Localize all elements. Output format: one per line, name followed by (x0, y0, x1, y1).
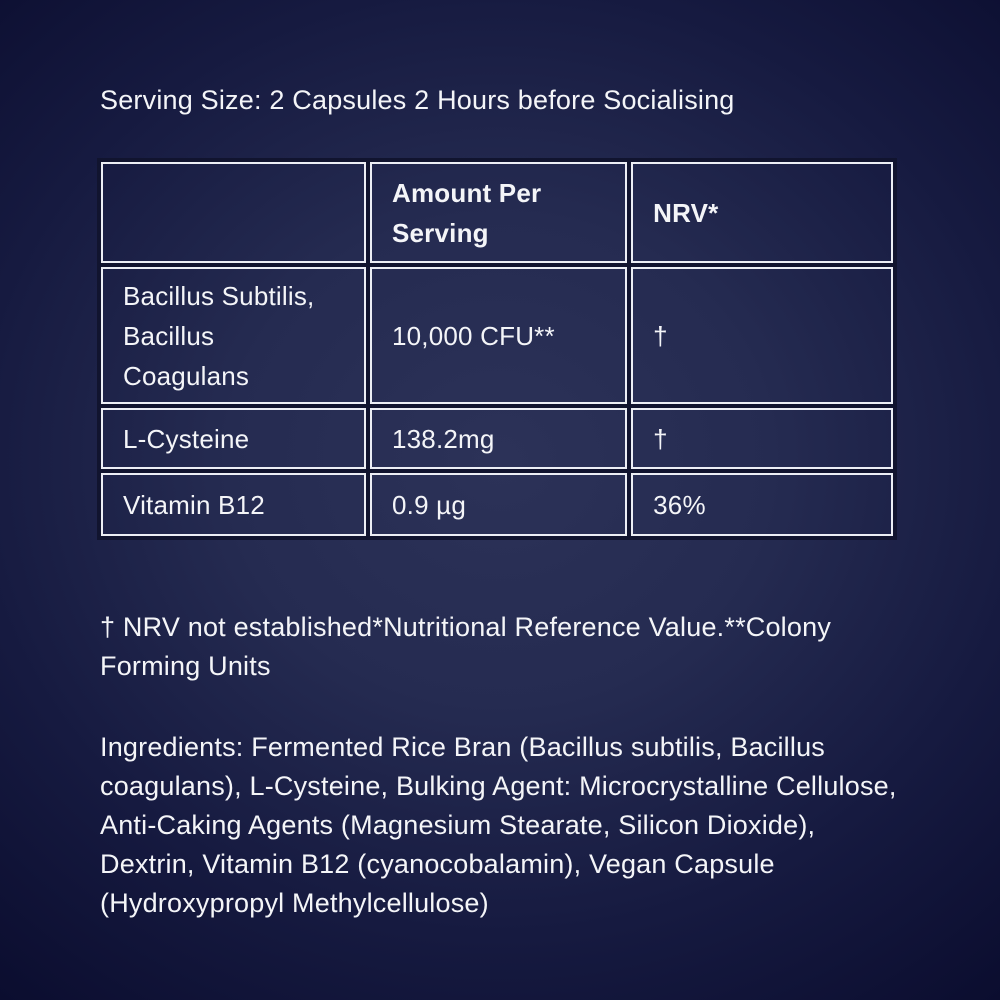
nrv-value-cell: 36% (631, 473, 893, 536)
table-row (101, 473, 893, 536)
header-blank-cell (101, 162, 366, 263)
amount-cell: 138.2mg (370, 408, 627, 469)
table-header-row (101, 162, 893, 263)
ingredient-name-cell: Bacillus Subtilis, Bacillus Coagulans (101, 267, 366, 404)
footnote-text: † NRV not established*Nutritional Reference Value.**Colony Forming Units (100, 612, 832, 681)
nrv-value-cell: † (631, 267, 893, 404)
amount-cell: 0.9 µg (370, 473, 627, 536)
nrv-value-cell: † (631, 408, 893, 469)
serving-size-text: Serving Size: 2 Capsules 2 Hours before Socialising (100, 85, 735, 115)
ingredients-text: Ingredients: Fermented Rice Bran (Bacillus subtilis, Bacillus coagulans), L-Cysteine, Bulking Agent: Microcrystalline Cellulose, Anti-Caking Agents (Magnesium Stearate, Silicon Dioxide), Dextrin, Vitamin B12 (cyanocobalamin), Vegan Capsule (Hydroxypropyl Methylcellulose) (100, 732, 897, 918)
header-amount-per-serving-cell: Amount Per Serving (370, 162, 627, 263)
supplement-facts-table (97, 158, 897, 540)
header-nrv-cell: NRV* (631, 162, 893, 263)
ingredient-name-cell: L-Cysteine (101, 408, 366, 469)
table-row (101, 408, 893, 469)
table-row (101, 267, 893, 404)
amount-cell: 10,000 CFU** (370, 267, 627, 404)
ingredient-name-cell: Vitamin B12 (101, 473, 366, 536)
